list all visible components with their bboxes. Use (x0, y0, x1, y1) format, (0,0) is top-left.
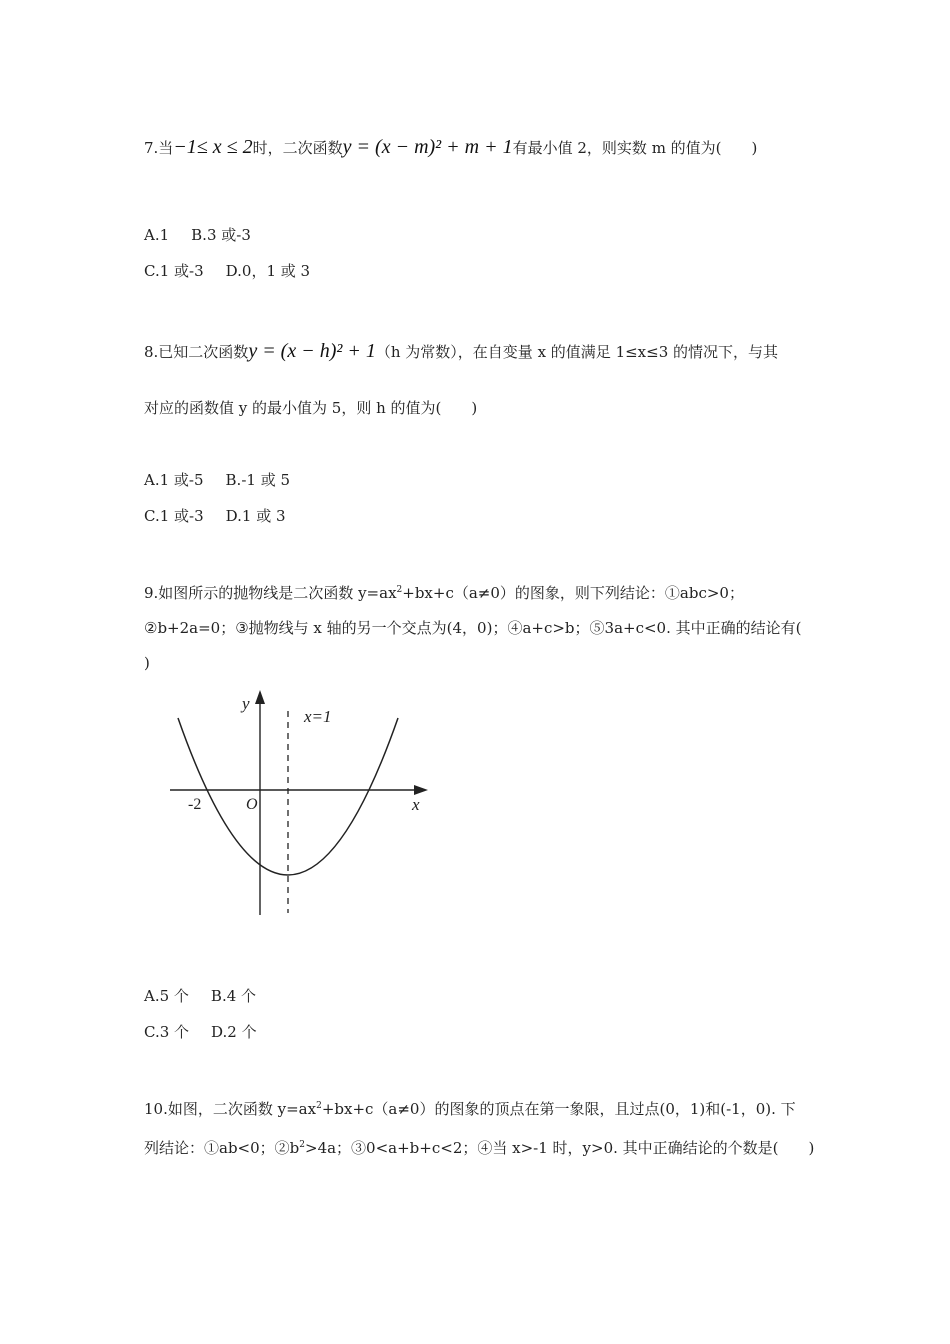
q9-stem-line3: ) (144, 654, 150, 672)
q9-option-c[interactable]: C.3 个 (144, 1023, 190, 1041)
q10-stem-line1: 10.如图，二次函数 $y=ax^2+bx+c(a\ne 0)$的图象的顶点在第一象限，且过点(0，1)和(-1，0). 下 (144, 1100, 796, 1118)
q10-stem-line2: 列结论：①ab<0；$②b^2>4a$；③0<a+b+c<2；④当 x>-1 时，y>0. 其中正确结论的个数是( ) (144, 1139, 815, 1157)
q9-stem-line1: 9.如图所示的抛物线是二次函数 $y=ax^2+bx+c(a\ne 0)$的图象，则下列结论：①abc>0； (144, 584, 744, 602)
q9-option-a[interactable]: A.5 个 (144, 987, 189, 1005)
q8-option-d[interactable]: D.1 或 3 (225, 507, 286, 525)
intercept-label: -2 (188, 796, 202, 813)
q7-option-b[interactable]: B.3 或-3 (191, 226, 251, 244)
q7-option-a[interactable]: A.1 (144, 226, 170, 244)
parabola-curve (178, 718, 398, 875)
q8-stem-line1: 8.已知二次函数y = (x − h)² + 1（h 为常数），在自变量 x 的值满足 1≤x≤3 的情况下，与其 (144, 340, 779, 362)
q8-option-b[interactable]: B.-1 或 5 (225, 471, 291, 489)
q8-choices-row1 (144, 469, 290, 491)
q7-choices-row2 (144, 260, 310, 282)
y-axis-arrow-icon (255, 690, 265, 704)
q9-parabola-figure (160, 685, 440, 925)
q8-option-a[interactable]: A.1 或-5 (144, 471, 204, 489)
q7-choices-row1 (144, 224, 251, 246)
q7-option-c[interactable]: C.1 或-3 (144, 262, 204, 280)
q7-option-d[interactable]: D.0，1 或 3 (225, 262, 311, 280)
q8-function: y = (x − h)² + 1 (248, 340, 376, 362)
q8-stem-line2: 对应的函数值 y 的最小值为 5，则 h 的值为( ) (144, 399, 478, 417)
q7-function: y = (x − m)² + m + 1 (342, 136, 513, 158)
q9-choices-row2 (144, 1021, 257, 1043)
q9-stem-line2: ②b+2a=0；③抛物线与 x 轴的另一个交点为(4，0)；④a+c>b；⑤3a+c<0. 其中正确的结论有( (144, 619, 802, 637)
q9-option-b[interactable]: B.4 个 (210, 987, 257, 1005)
x-axis-label: x (412, 795, 420, 814)
q9-choices-row1 (144, 985, 256, 1007)
q9-option-d[interactable]: D.2 个 (211, 1023, 257, 1041)
q8-choices-row2 (144, 505, 286, 527)
x-axis-arrow-icon (414, 785, 428, 795)
q7-condition: −1≤ x ≤ 2 (173, 136, 253, 158)
q7-stem: 7.当−1≤ x ≤ 2时，二次函数y = (x − m)² + m + 1有最小值 2，则实数 m 的值为( ) (144, 136, 758, 158)
y-axis-label: y (242, 694, 250, 713)
symmetry-axis-label: x=1 (304, 707, 332, 726)
q8-option-c[interactable]: C.1 或-3 (144, 507, 204, 525)
origin-label: O (246, 796, 258, 813)
